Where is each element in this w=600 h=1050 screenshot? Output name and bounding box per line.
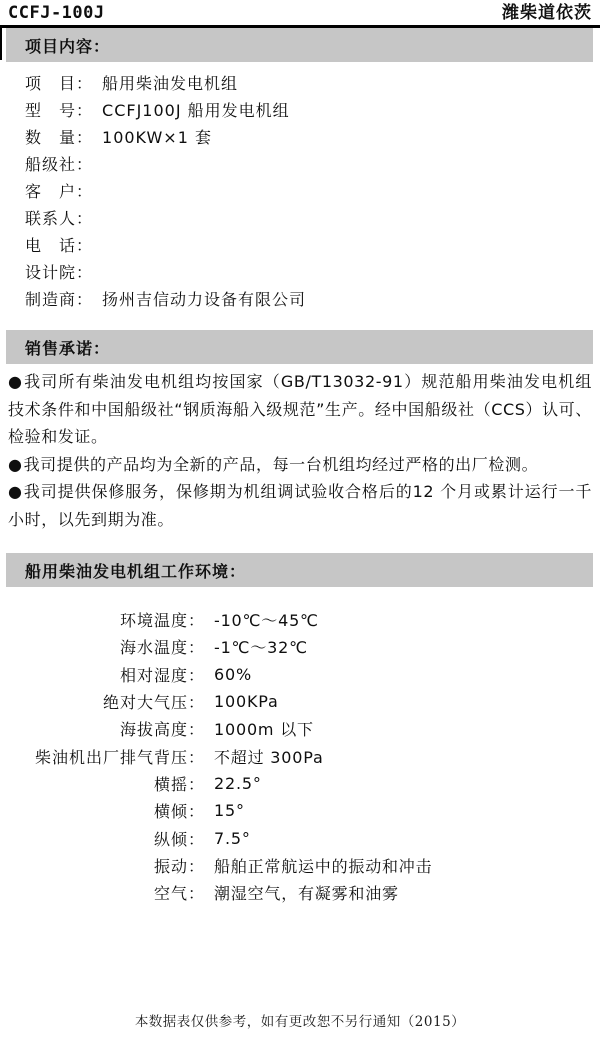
promise-paragraphs xyxy=(0,364,600,533)
project-item-label: 制造商： xyxy=(25,290,94,309)
project-item-value: 扬州吉信动力设备有限公司 xyxy=(102,290,307,309)
project-item-value: 100KW×1 套 xyxy=(102,128,212,147)
environment-label: 环境温度： xyxy=(119,611,205,631)
project-item-row xyxy=(25,285,600,312)
project-item-row xyxy=(25,177,600,204)
environment-row xyxy=(0,879,600,906)
environment-row xyxy=(0,633,600,660)
environment-label: 相对湿度： xyxy=(119,665,205,685)
project-item-row xyxy=(25,69,600,96)
project-item-label: 数 量： xyxy=(25,128,94,147)
project-item-label: 项 目： xyxy=(25,74,94,93)
environment-value: 1000m 以下 xyxy=(214,720,314,740)
promise-paragraph xyxy=(8,478,592,533)
environment-label: 绝对大气压： xyxy=(102,693,205,713)
environment-label: 振动： xyxy=(153,856,205,876)
project-item-list xyxy=(0,62,600,312)
brand-name: 潍柴道依茨 xyxy=(502,3,592,23)
environment-row xyxy=(0,742,600,769)
project-item-label: 联系人： xyxy=(25,209,94,228)
environment-value: -1℃～32℃ xyxy=(214,638,308,658)
project-item-label: 电 话： xyxy=(25,236,94,255)
page-header xyxy=(0,0,600,28)
project-item-row xyxy=(25,123,600,150)
environment-table xyxy=(0,587,600,906)
promise-paragraph-text: 我司提供的产品均为全新的产品，每一台机组均经过严格的出厂检测。 xyxy=(23,454,539,474)
environment-label: 海拔高度： xyxy=(119,720,205,740)
bullet-icon: ● xyxy=(8,372,24,391)
promise-paragraph-text: 我司所有柴油发电机组均按国家（GB/T13032-91）规范船用柴油发电机组技术条件和中国船级社“钢质海船入级规范”生产。经中国船级社（CCS）认可、检验和发证。 xyxy=(8,372,593,446)
project-item-row xyxy=(25,204,600,231)
environment-label: 空气： xyxy=(153,884,205,904)
environment-label: 横倾： xyxy=(153,802,205,822)
environment-row xyxy=(0,606,600,633)
bullet-icon: ● xyxy=(8,482,23,501)
environment-row xyxy=(0,661,600,688)
promise-paragraph-text: 我司提供保修服务，保修期为机组调试验收合格后的12 个月或累计运行一千小时，以先到期为准。 xyxy=(8,482,593,529)
environment-value: 60% xyxy=(214,664,252,684)
environment-value: 15° xyxy=(214,801,245,821)
environment-label: 纵倾： xyxy=(153,829,205,849)
environment-row xyxy=(0,852,600,879)
left-rule-tick xyxy=(0,25,2,60)
project-item-row xyxy=(25,150,600,177)
environment-value: -10℃～45℃ xyxy=(214,611,319,631)
section-title-environment: 船用柴油发电机组工作环境： xyxy=(25,561,247,581)
section-bar-environment xyxy=(6,553,593,587)
project-item-label: 设计院： xyxy=(25,263,94,282)
section-title-project: 项目内容： xyxy=(25,36,111,56)
promise-paragraph xyxy=(8,368,592,451)
footer-note: 本数据表仅供参考，如有更改恕不另行通知（2015） xyxy=(134,1014,466,1030)
environment-value: 船舶正常航运中的振动和冲击 xyxy=(214,856,433,876)
environment-value: 不超过 300Pa xyxy=(214,747,324,767)
environment-row xyxy=(0,770,600,797)
environment-value: 7.5° xyxy=(214,828,251,848)
project-item-value: 船用柴油发电机组 xyxy=(102,74,239,93)
project-item-label: 船级社： xyxy=(25,155,94,174)
environment-label: 柴油机出厂排气背压： xyxy=(34,747,205,767)
project-item-row xyxy=(25,96,600,123)
project-item-row xyxy=(25,231,600,258)
section-bar-promise xyxy=(6,330,593,364)
promise-paragraph xyxy=(8,451,592,479)
section-bar-project xyxy=(6,28,593,62)
project-item-value: CCFJ100J 船用发电机组 xyxy=(102,101,290,120)
section-title-promise: 销售承诺： xyxy=(25,338,111,358)
model-number: CCFJ-100J xyxy=(8,3,105,23)
environment-row xyxy=(0,797,600,824)
environment-row xyxy=(0,824,600,851)
environment-value: 100KPa xyxy=(214,692,279,712)
environment-label: 横摇： xyxy=(153,774,205,794)
bullet-icon: ● xyxy=(8,454,23,474)
project-item-row xyxy=(25,258,600,285)
environment-value: 22.5° xyxy=(214,773,262,793)
environment-value: 潮湿空气，有凝雾和油雾 xyxy=(214,884,399,904)
project-item-label: 客 户： xyxy=(25,182,94,201)
environment-label: 海水温度： xyxy=(119,638,205,658)
environment-row xyxy=(0,715,600,742)
project-item-label: 型 号： xyxy=(25,101,94,120)
environment-row xyxy=(0,688,600,715)
